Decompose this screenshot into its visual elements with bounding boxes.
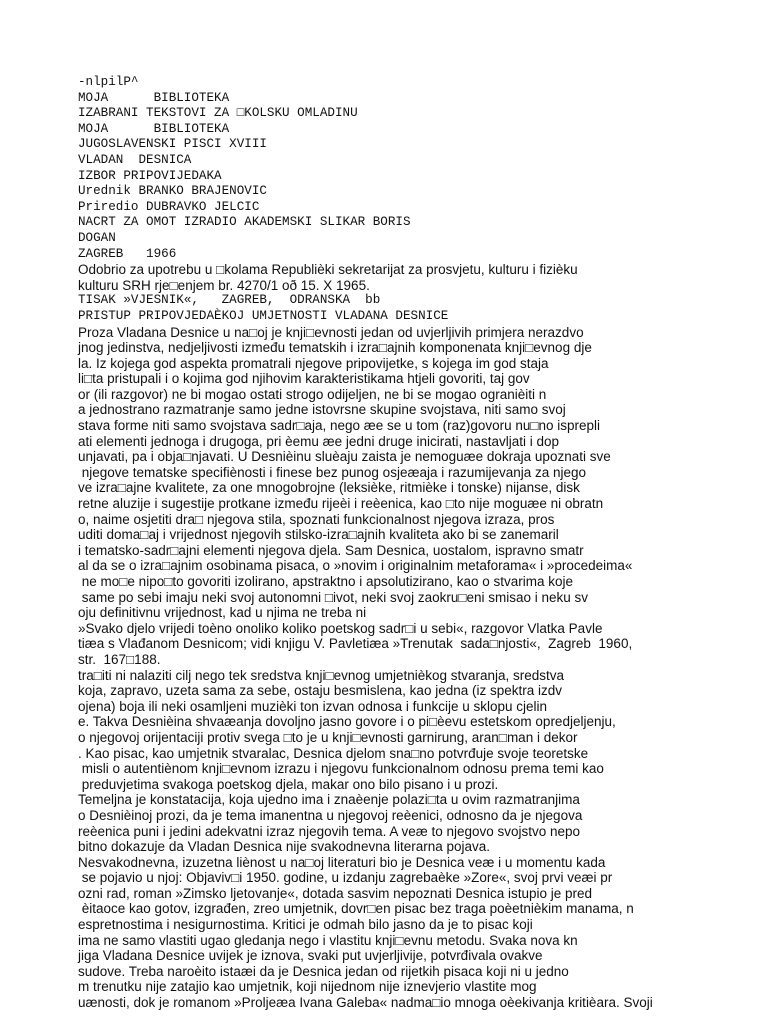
text-line: JUGOSLAVENSKI PISCI XVIII	[78, 137, 267, 152]
text-line: sudove. Treba naroèito istaæi da je Desnica jedan od rijetkih pisaca koji ni u jedno	[78, 963, 569, 979]
text-line: reèenica puni i jedini adekvatni izraz njegovih tema. A veæ to njegovo svojstvo nepo	[78, 823, 581, 839]
text-line: al da se o izra□ajnim osobinama pisaca, o »novim i originalnim metaforama« i »procedeima«	[78, 558, 633, 574]
text-line: la. Iz kojega god aspekta promatrali njegove pripovijetke, s kojega im god staja	[78, 355, 549, 371]
document-text	[78, 75, 768, 1011]
text-line: èitaoce kao gotov, izgrađen, zreo umjetnik, dovr□en pisac bez traga poèetnièkim manama, n	[78, 901, 634, 917]
text-line: jnog jedinstva, nedjeljivosti između tematskih i izra□ajnih komponenata knji□evnog dje	[78, 340, 592, 356]
text-line: Nesvakodnevna, izuzetna liènost u na□oj literaturi bio je Desnica veæ i u momentu kada	[78, 854, 606, 870]
text-line: ati elementi jednoga i drugoga, pri èemu æe jedni druge inicirati, nastavljati i dop	[78, 433, 560, 449]
text-line: str. 167□188.	[78, 651, 161, 667]
text-line: Proza Vladana Desnice u na□oj je knji□evnosti jedan od uvjerljivih primjera nerazdvo	[78, 324, 584, 340]
text-line: uænosti, dok je romanom »Proljeæa Ivana Galeba« nadma□io mnoga oèekivanja kritièara. Svoji	[78, 995, 653, 1011]
text-line: i tematsko-sadr□ajni elementi njegova djela. Sam Desnica, uostalom, ispravno smatr	[78, 542, 584, 558]
text-line: Priredio DUBRAVKO JELCIC	[78, 199, 260, 214]
text-line: o, naime osjetiti dra□ njegova stila, spoznati funkcionalnost njegova izraza, pros	[78, 511, 555, 527]
text-line: TISAK »VJESNIK«, ZAGREB, ODRANSKA bb	[78, 293, 381, 308]
text-line: kulturu SRH rje□enjem br. 4270/1 oð 15. X 1965.	[78, 277, 370, 293]
text-line: MOJA BIBLIOTEKA	[78, 121, 230, 136]
text-line: preduvjetima svakoga poetskog djela, makar ono bilo pisano i u prozi.	[78, 776, 499, 792]
text-line: ne mo□e nipo□to govoriti izolirano, apstraktno i apsolutizirano, kao o stvarima koje	[78, 574, 574, 589]
text-line: Urednik BRANKO BRAJENOVIC	[78, 184, 267, 199]
text-line: o njegovoj orijentaciji protiv svega □to je u knji□evnosti garnirung, aran□man i dekor	[78, 729, 578, 745]
text-line: li□ta pristupali i o kojima god njihovim karakteristikama htjeli govoriti, taj gov	[78, 371, 530, 387]
text-line: oju definitivnu vrijednost, kad u njima ne treba ni	[78, 605, 367, 621]
text-line: ozni rad, roman »Zimsko ljetovanje«, dotada sasvim nepoznati Desnica istupio je pred	[78, 885, 593, 901]
text-line: m trenutku nije zatajio kao umjetnik, koji nijednom nije iznevjerio vlastite mog	[78, 979, 537, 995]
text-line: jiga Vladana Desnice uvijek je iznova, svaki put uvjerljivije, potvrđivala ovakve	[78, 948, 543, 964]
text-line: DOGAN	[78, 230, 116, 245]
text-line: NACRT ZA OMOT IZRADIO AKADEMSKI SLIKAR BORIS	[78, 215, 411, 230]
text-line: -nlpilP^	[78, 75, 139, 89]
text-line: espretnostima i nesigurnostima. Kritici je odmah bilo jasno da je to pisac koji	[78, 917, 533, 933]
text-line: VLADAN DESNICA	[78, 152, 192, 167]
text-line: ZAGREB 1966	[78, 246, 177, 261]
text-line: uditi doma□aj i vrijednost njegovih stilsko-izra□ajnih kvaliteta ako bi se zanemaril	[78, 527, 559, 543]
text-line: PRISTUP PRIPOVJEDAÈKOJ UMJETNOSTI VLADANA DESNICE	[78, 308, 449, 323]
text-line: unjavati, pa i obja□njavati. U Desnièinu sluèaju zaista je nemoguæe dokraja upoznati sve	[78, 449, 611, 465]
text-line: e. Takva Desnièina shvaæanja dovoljno jasno govore i o pi□èevu estetskom opredjeljenju,	[78, 714, 616, 730]
text-line: njegove tematske specifiènosti i finese bez punog osjeæaja i razumijevanja za njego	[78, 464, 587, 480]
text-line: bitno dokazuje da Vladan Desnica nije svakodnevna literarna pojava.	[78, 839, 491, 855]
text-line: Odobrio za upotrebu u □kolama Republièki sekretarijat za prosvjetu, kulturu i fizièku	[78, 262, 578, 278]
text-line: misli o autentiènom knji□evnom izrazu i njegovu funkcionalnom odnosu prema temi kao	[78, 761, 604, 777]
text-line: IZBOR PRIPOVIJEDAKA	[78, 168, 222, 183]
text-line: IZABRANI TEKSTOVI ZA □KOLSKU OMLADINU	[78, 106, 358, 121]
text-line: a jednostrano razmatranje samo jedne istovrsne skupine svojstava, niti samo svoj	[78, 402, 566, 418]
text-line: . Kao pisac, kao umjetnik stvaralac, Desnica djelom sna□no potvrđuje svoje teoretske	[78, 745, 589, 761]
text-line: se pojavio u njoj: Objaviv□i 1950. godine, u izdanju zagrebaèke »Zore«, svoj prvi veæi pr	[78, 870, 613, 886]
text-line: o Desnièinoj prozi, da je tema imanentna u njegovoj reèenici, odnosno da je njegova	[78, 807, 583, 823]
text-line: retne aluzije i sugestije protkane između rijeèi i reèenica, kao □to nije moguæe ni obratn	[78, 496, 604, 512]
text-line: »Svako djelo vrijedi toèno onoliko koliko poetskog sadr□i u sebi«, razgovor Vlatka Pavle	[78, 620, 603, 636]
text-line: or (ili razgovor) ne bi mogao ostati strogo odijeljen, ne bi se mogao ogranièiti n	[78, 386, 547, 402]
text-line: MOJA BIBLIOTEKA	[78, 90, 230, 105]
text-line: same po sebi imaju neki svoj autonomni □ivot, neki svoj zaokru□eni smisao i neku sv	[78, 589, 589, 605]
text-line: tra□iti ni nalaziti cilj nego tek sredstva knji□evnog umjetnièkog stvaranja, sredstva	[78, 667, 565, 683]
text-line: tiæa s Vlađanom Desnicom; vidi knjigu V. Pavletiæa »Trenutak sada□njosti«, Zagreb 1960,	[78, 636, 633, 652]
text-line: ima ne samo vlastiti ugao gledanja nego i vlastitu knji□evnu metodu. Svaka nova kn	[78, 932, 578, 948]
text-line: Temeljna je konstatacija, koja ujedno ima i znaèenje polazi□ta u ovim razmatranjima	[78, 792, 580, 808]
text-line: stava forme niti samo svojstava sadr□aja, nego æe se u tom (raz)govoru nu□no isprepli	[78, 418, 601, 434]
text-line: ve izra□ajne kvalitete, za one mnogobrojne (leksièke, ritmièke i tonske) nijanse, disk	[78, 480, 580, 496]
text-line: koja, zapravo, uzeta sama za sebe, ostaju besmislena, kao jedna (iz spektra izdv	[78, 683, 563, 699]
text-line: ojena) boja ili neki osamljeni muzièki ton izvan odnosa i funkcije u sklopu cjelin	[78, 698, 547, 714]
